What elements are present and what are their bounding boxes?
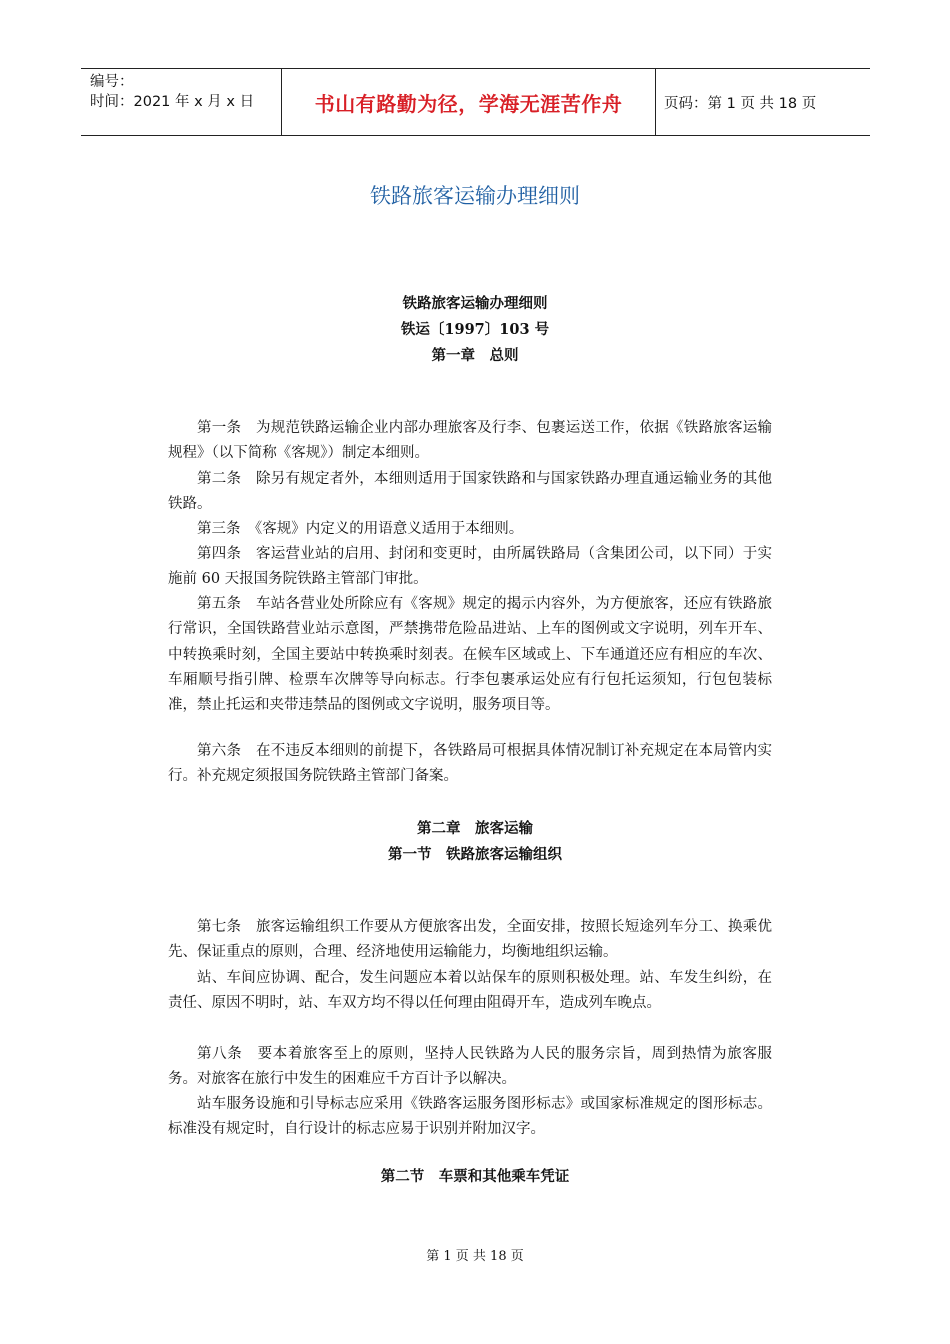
article-7: 第七条 旅客运输组织工作要从方便旅客出发，全面安排，按照长短途列车分工、换乘优先、保证重点的原则，合理、经济地使用运输能力，均衡地组织运输。 [168, 919, 772, 961]
heading-doc-number: 铁运〔1997〕103 号 [400, 321, 550, 338]
article-4: 第四条 客运营业站的启用、封闭和变更时，由所属铁路局（含集团公司，以下同）于实施前 60 天报国务院铁路主管部门审批。 [168, 546, 772, 588]
header-meta [81, 69, 282, 135]
chapter-2-title: 第二章 旅客运输 [417, 820, 533, 837]
page-footer: 第 1 页 共 18 页 [426, 1249, 524, 1264]
date-label: 时间：2021 年 x 月 x 日 [90, 94, 255, 110]
article-8-para-2: 站车服务设施和引导标志应采用《铁路客运服务图形标志》或国家标准规定的图形标志。标准没有规定时，自行设计的标志应易于识别并附加汉字。 [168, 1096, 772, 1138]
article-8: 第八条 要本着旅客至上的原则，坚持人民铁路为人民的服务宗旨，周到热情为旅客服务。对旅客在旅行中发生的困难应千方百计予以解决。 [168, 1046, 772, 1088]
section-2-title: 第二节 车票和其他乘车凭证 [380, 1168, 570, 1185]
article-2: 第二条 除另有规定者外，本细则适用于国家铁路和与国家铁路办理直通运输业务的其他铁路。 [168, 471, 772, 513]
section-1-title: 第一节 铁路旅客运输组织 [388, 846, 562, 863]
heading-title: 铁路旅客运输办理细则 [402, 295, 548, 312]
header-motto: 书山有路勤为径，学海无涯苦作舟 [282, 69, 656, 135]
document-title: 铁路旅客运输办理细则 [370, 184, 580, 208]
article-3: 第三条 《客规》内定义的用语意义适用于本细则。 [197, 521, 524, 537]
number-label: 编号： [90, 74, 134, 90]
page-header [81, 68, 870, 136]
chapter-1-title: 第一章 总则 [431, 347, 519, 364]
article-5: 第五条 车站各营业处所除应有《客规》规定的揭示内容外，为方便旅客，还应有铁路旅行常识，全国铁路营业站示意图，严禁携带危险品进站、上车的图例或文字说明，列车开车、中转换乘时刻，全国主要站中转换乘时刻表。在候车区域或上、下车通道还应有相应的车次、车厢顺号指引牌、检票车次牌等导向标志。行李包裹承运处应有行包托运须知，行包包装标准，禁止托运和夹带违禁品的图例或文字说明，服务项目等。 [168, 596, 772, 714]
header-page-info: 页码：第 1 页 共 18 页 [664, 95, 817, 112]
article-7-para-2: 站、车间应协调、配合，发生问题应本着以站保车的原则积极处理。站、车发生纠纷，在责任、原因不明时，站、车双方均不得以任何理由阻碍开车，造成列车晚点。 [168, 970, 772, 1012]
article-1: 第一条 为规范铁路运输企业内部办理旅客及行李、包裹运送工作，依据《铁路旅客运输规程》（以下简称《客规》）制定本细则。 [168, 420, 772, 462]
article-6: 第六条 在不违反本细则的前提下，各铁路局可根据具体情况制订补充规定在本局管内实行。补充规定须报国务院铁路主管部门备案。 [168, 743, 772, 785]
